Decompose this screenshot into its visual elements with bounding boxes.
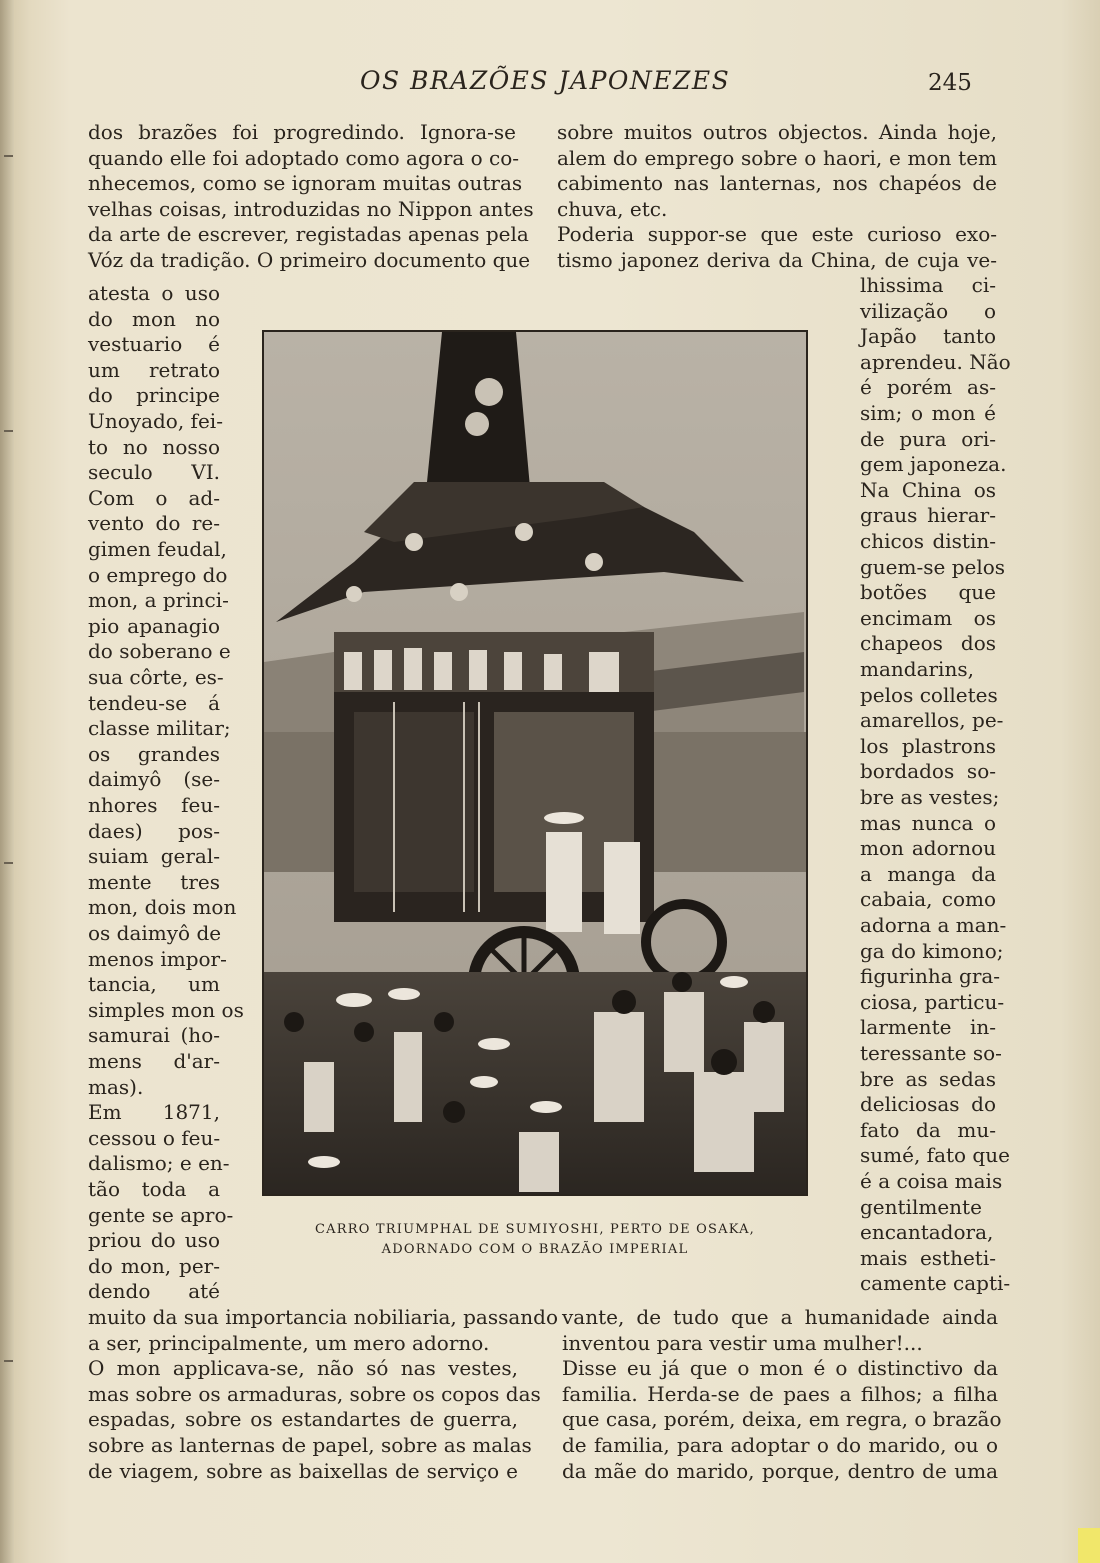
text-line: mas).	[88, 1074, 144, 1099]
text-line: mens d'ar-	[88, 1049, 220, 1073]
text-line: encantadora,	[860, 1220, 994, 1245]
text-line: sumé, fato que	[860, 1143, 1010, 1168]
text-line: mente tres	[88, 869, 220, 894]
text-line: o emprego do	[88, 562, 228, 587]
text-line: mandarins,	[860, 657, 974, 681]
text-line: figurinha gra-	[860, 964, 1001, 989]
text-line: pelos colletes	[860, 682, 998, 707]
text-line: alem do emprego sobre o haori, e mon tem	[557, 145, 997, 170]
text-line: é a coisa mais	[860, 1169, 1003, 1193]
text-line: mas nunca o	[860, 810, 996, 835]
text-line: Japão tanto	[860, 324, 996, 349]
text-line: chapeos dos	[860, 631, 996, 656]
text-line: guem-se pelos	[860, 554, 1006, 579]
text-line: daimyô (se-	[88, 767, 220, 792]
text-line: botões que	[860, 580, 996, 605]
text-line: Em 1871,	[88, 1100, 220, 1125]
text-line: graus hierar-	[860, 503, 996, 528]
text-line: sua côrte, es-	[88, 665, 224, 689]
text-line: los plastrons	[860, 733, 996, 758]
text-line: simples mon os	[88, 997, 244, 1022]
text-line: amarellos, pe-	[860, 708, 1004, 733]
text-line: atesta o uso	[88, 281, 220, 305]
text-line: um retrato	[88, 357, 220, 382]
text-line: mon, a princi-	[88, 588, 229, 613]
text-line: ga do kimono;	[860, 938, 1004, 963]
text-line: mas sobre os armaduras, sobre os copos das	[88, 1381, 541, 1406]
text-line: larmente in-	[860, 1015, 996, 1040]
text-line: cabimento nas lanternas, nos chapéos de	[557, 171, 997, 196]
text-line: O mon applicava-se, não só nas vestes,	[88, 1356, 518, 1381]
running-header	[0, 66, 1100, 102]
text-line: camente capti-	[860, 1271, 1011, 1296]
text-line: pio apanagio	[88, 613, 220, 638]
text-line: vante, de tudo que a humanidade ainda	[562, 1305, 998, 1329]
margin-mark	[4, 430, 13, 432]
text-line: tão toda a	[88, 1177, 220, 1201]
text-line: sobre as lanternas de papel, sobre as malas	[88, 1433, 532, 1457]
text-line: vilização o	[860, 298, 996, 323]
margin-mark	[4, 862, 13, 864]
text-line: mon adornou	[860, 836, 996, 861]
text-line: dos brazões foi progredindo. Ignora-se	[88, 120, 516, 144]
text-line: do principe	[88, 383, 220, 408]
text-line: aprendeu. Não	[860, 349, 1011, 374]
margin-mark	[4, 1360, 13, 1362]
text-line: espadas, sobre os estandartes de guerra,	[88, 1407, 518, 1432]
text-line: muito da sua importancia nobiliaria, passando	[88, 1305, 559, 1329]
festival-float-photo	[262, 330, 808, 1196]
text-line: a ser, principalmente, um mero adorno.	[88, 1330, 490, 1355]
text-line: seculo VI.	[88, 460, 220, 485]
text-line: a manga da	[860, 861, 996, 886]
text-line: inventou para vestir uma mulher!...	[562, 1330, 923, 1355]
text-line: Disse eu já que o mon é o distinctivo da	[562, 1356, 998, 1381]
text-line: tancia, um	[88, 972, 220, 997]
text-line: do mon no	[88, 306, 220, 331]
text-line: menos impor-	[88, 946, 227, 971]
text-line: daes) pos-	[88, 818, 220, 843]
text-line: dendo até	[88, 1279, 220, 1304]
text-line: de familia, para adoptar o do marido, ou o	[562, 1433, 998, 1457]
text-line: familia. Herda-se de paes a filhos; a filha	[562, 1381, 998, 1406]
photo-illustration	[264, 332, 806, 1194]
text-line: sim; o mon é	[860, 401, 996, 425]
text-line: teressante so-	[860, 1041, 1002, 1065]
text-line: tismo japonez deriva da China, de cuja ve-	[557, 248, 997, 272]
text-line: lhissima ci-	[860, 273, 996, 297]
text-line: encimam os	[860, 605, 996, 630]
text-line: velhas coisas, introduzidas no Nippon antes	[88, 196, 534, 221]
text-line: Vóz da tradição. O primeiro documento que	[88, 248, 531, 272]
text-line: suiam geral-	[88, 844, 220, 869]
text-line: que casa, porém, deixa, em regra, o brazão	[562, 1407, 1002, 1432]
text-line: chicos distin-	[860, 529, 996, 553]
text-line: cessou o feu-	[88, 1125, 221, 1150]
text-line: priou do uso	[88, 1228, 220, 1253]
text-line: mon, dois mon	[88, 895, 237, 920]
yellow-tab	[1078, 1528, 1100, 1563]
text-line: mais estheti-	[860, 1245, 996, 1270]
text-line: tendeu-se á	[88, 690, 220, 715]
text-line: Unoyado, fei-	[88, 409, 223, 433]
text-line: os daimyô de	[88, 921, 222, 945]
binding-gutter	[0, 0, 14, 1563]
page-number: 245	[928, 70, 972, 96]
text-line: bordados so-	[860, 759, 996, 784]
page-title: OS BRAZÕES JAPONEZES	[360, 66, 731, 95]
text-line: deliciosas do	[860, 1092, 996, 1117]
text-line: da arte de escrever, registadas apenas pela	[88, 222, 529, 247]
text-line: chuva, etc.	[557, 196, 668, 221]
text-line: vestuario é	[88, 332, 220, 357]
text-line: do soberano e	[88, 639, 231, 664]
text-line: de pura ori-	[860, 426, 996, 451]
text-line: gem japoneza.	[860, 452, 1007, 477]
text-line: ciosa, particu-	[860, 989, 1005, 1014]
text-line: gentilmente	[860, 1194, 982, 1219]
text-line: gimen feudal,	[88, 537, 227, 561]
text-line: fato da mu-	[860, 1117, 996, 1142]
text-line: bre as vestes;	[860, 785, 1000, 809]
text-line: dalismo; e en-	[88, 1151, 230, 1176]
text-line: nhecemos, como se ignoram muitas outras	[88, 171, 523, 196]
text-line: sobre muitos outros objectos. Ainda hoje,	[557, 120, 997, 144]
margin-mark	[4, 155, 13, 157]
text-line: quando elle foi adoptado como agora o co-	[88, 145, 520, 170]
text-line: nhores feu-	[88, 793, 220, 817]
text-line: do mon, per-	[88, 1253, 220, 1278]
text-line: to no nosso	[88, 434, 220, 459]
figure-caption-line2: ADORNADO COM O BRAZÃO IMPERIAL	[381, 1242, 689, 1257]
text-line: os grandes	[88, 741, 220, 766]
text-line: Na China os	[860, 477, 996, 502]
text-line: Poderia suppor-se que este curioso exo-	[557, 222, 997, 247]
text-line: é porém as-	[860, 375, 996, 400]
text-line: Com o ad-	[88, 485, 220, 510]
text-line: samurai (ho-	[88, 1023, 220, 1048]
text-line: da mãe do marido, porque, dentro de uma	[562, 1458, 998, 1483]
figure-caption-line1: CARRO TRIUMPHAL DE SUMIYOSHI, PERTO DE OSAKA,	[315, 1222, 755, 1237]
text-line: bre as sedas	[860, 1066, 996, 1091]
text-line: gente se apro-	[88, 1202, 234, 1227]
text-line: vento do re-	[88, 511, 220, 536]
text-line: classe militar;	[88, 716, 231, 741]
text-line: de viagem, sobre as baixellas de serviço e	[88, 1458, 518, 1483]
text-line: cabaia, como	[860, 887, 996, 912]
text-line: adorna a man-	[860, 913, 1007, 937]
